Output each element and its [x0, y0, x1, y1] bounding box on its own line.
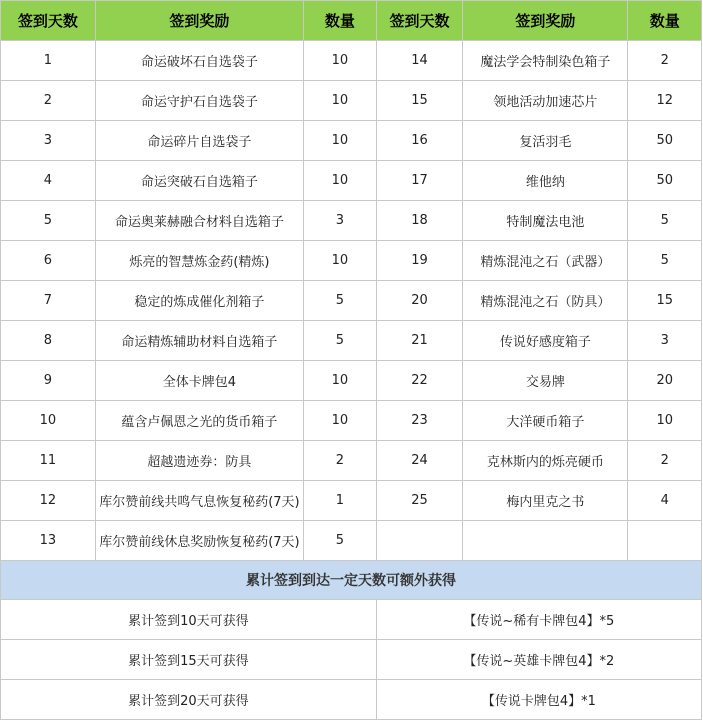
qty-cell: 10: [304, 81, 377, 121]
day-cell: 6: [1, 241, 96, 281]
qty-cell: 50: [628, 121, 702, 161]
table-row: [1, 241, 702, 281]
reward-cell: 全体卡牌包4: [95, 361, 303, 401]
bonus-row: [1, 680, 702, 720]
bonus-reward: 【传说卡牌包4】*1: [376, 680, 701, 720]
header-day-2: 签到天数: [376, 1, 463, 41]
qty-cell: 2: [628, 441, 702, 481]
qty-cell: 10: [304, 241, 377, 281]
qty-cell: 5: [628, 201, 702, 241]
day-cell: 12: [1, 481, 96, 521]
table-row: [1, 481, 702, 521]
table-row: [1, 81, 702, 121]
day-cell: 8: [1, 321, 96, 361]
qty-cell: 10: [304, 361, 377, 401]
qty-cell: 10: [304, 161, 377, 201]
qty-cell: 10: [304, 401, 377, 441]
day-cell: [376, 521, 463, 561]
day-cell: 13: [1, 521, 96, 561]
reward-cell: 命运破坏石自选袋子: [95, 41, 303, 81]
reward-cell: 精炼混沌之石（武器）: [463, 241, 628, 281]
day-cell: 16: [376, 121, 463, 161]
bonus-condition: 累计签到10天可获得: [1, 600, 377, 640]
header-day: 签到天数: [1, 1, 96, 41]
day-cell: 15: [376, 81, 463, 121]
day-cell: 25: [376, 481, 463, 521]
reward-cell: 超越遗迹券：防具: [95, 441, 303, 481]
reward-cell: 传说好感度箱子: [463, 321, 628, 361]
section-title: 累计签到到达一定天数可额外获得: [1, 561, 702, 600]
day-cell: 9: [1, 361, 96, 401]
qty-cell: 2: [304, 441, 377, 481]
reward-cell: 复活羽毛: [463, 121, 628, 161]
day-cell: 18: [376, 201, 463, 241]
day-cell: 24: [376, 441, 463, 481]
reward-cell: 梅内里克之书: [463, 481, 628, 521]
reward-cell: 命运守护石自选袋子: [95, 81, 303, 121]
table-row: [1, 41, 702, 81]
qty-cell: 5: [304, 521, 377, 561]
table-row: [1, 161, 702, 201]
qty-cell: 15: [628, 281, 702, 321]
table-row: [1, 441, 702, 481]
day-cell: 21: [376, 321, 463, 361]
table-row: [1, 321, 702, 361]
qty-cell: 3: [304, 201, 377, 241]
day-cell: 11: [1, 441, 96, 481]
table-row: [1, 201, 702, 241]
reward-cell: 稳定的炼成催化剂箱子: [95, 281, 303, 321]
header-row: [1, 1, 702, 41]
reward-cell: 维他纳: [463, 161, 628, 201]
day-cell: 4: [1, 161, 96, 201]
day-cell: 20: [376, 281, 463, 321]
day-cell: 17: [376, 161, 463, 201]
header-reward-2: 签到奖励: [463, 1, 628, 41]
reward-cell: 命运精炼辅助材料自选箱子: [95, 321, 303, 361]
qty-cell: 4: [628, 481, 702, 521]
table-row: [1, 401, 702, 441]
table-row: [1, 121, 702, 161]
reward-cell: 库尔赞前线共鸣气息恢复秘药(7天): [95, 481, 303, 521]
table-row: [1, 361, 702, 401]
qty-cell: 5: [628, 241, 702, 281]
table-row: [1, 521, 702, 561]
reward-cell: [463, 521, 628, 561]
header-reward: 签到奖励: [95, 1, 303, 41]
reward-cell: 命运突破石自选箱子: [95, 161, 303, 201]
day-cell: 1: [1, 41, 96, 81]
header-qty-2: 数量: [628, 1, 702, 41]
reward-cell: 烁亮的智慧炼金药(精炼): [95, 241, 303, 281]
qty-cell: 5: [304, 321, 377, 361]
day-cell: 10: [1, 401, 96, 441]
bonus-condition: 累计签到20天可获得: [1, 680, 377, 720]
bonus-row: [1, 640, 702, 680]
day-cell: 22: [376, 361, 463, 401]
qty-cell: 10: [304, 121, 377, 161]
qty-cell: 10: [304, 41, 377, 81]
qty-cell: 5: [304, 281, 377, 321]
table-row: [1, 281, 702, 321]
header-qty: 数量: [304, 1, 377, 41]
reward-cell: 交易牌: [463, 361, 628, 401]
day-cell: 19: [376, 241, 463, 281]
reward-cell: 精炼混沌之石（防具）: [463, 281, 628, 321]
reward-cell: 领地活动加速芯片: [463, 81, 628, 121]
qty-cell: 20: [628, 361, 702, 401]
qty-cell: [628, 521, 702, 561]
day-cell: 7: [1, 281, 96, 321]
reward-cell: 特制魔法电池: [463, 201, 628, 241]
qty-cell: 1: [304, 481, 377, 521]
reward-cell: 库尔赞前线休息奖励恢复秘药(7天): [95, 521, 303, 561]
qty-cell: 2: [628, 41, 702, 81]
bonus-reward: 【传说~稀有卡牌包4】*5: [376, 600, 701, 640]
day-cell: 5: [1, 201, 96, 241]
section-row: [1, 561, 702, 600]
qty-cell: 50: [628, 161, 702, 201]
day-cell: 2: [1, 81, 96, 121]
reward-cell: 克林斯内的烁亮硬币: [463, 441, 628, 481]
bonus-reward: 【传说~英雄卡牌包4】*2: [376, 640, 701, 680]
reward-cell: 蕴含卢佩恩之光的货币箱子: [95, 401, 303, 441]
day-cell: 23: [376, 401, 463, 441]
qty-cell: 12: [628, 81, 702, 121]
reward-cell: 魔法学会特制染色箱子: [463, 41, 628, 81]
qty-cell: 10: [628, 401, 702, 441]
reward-cell: 命运奥莱赫融合材料自选箱子: [95, 201, 303, 241]
bonus-row: [1, 600, 702, 640]
reward-cell: 大洋硬币箱子: [463, 401, 628, 441]
reward-cell: 命运碎片自选袋子: [95, 121, 303, 161]
qty-cell: 3: [628, 321, 702, 361]
day-cell: 14: [376, 41, 463, 81]
bonus-condition: 累计签到15天可获得: [1, 640, 377, 680]
day-cell: 3: [1, 121, 96, 161]
